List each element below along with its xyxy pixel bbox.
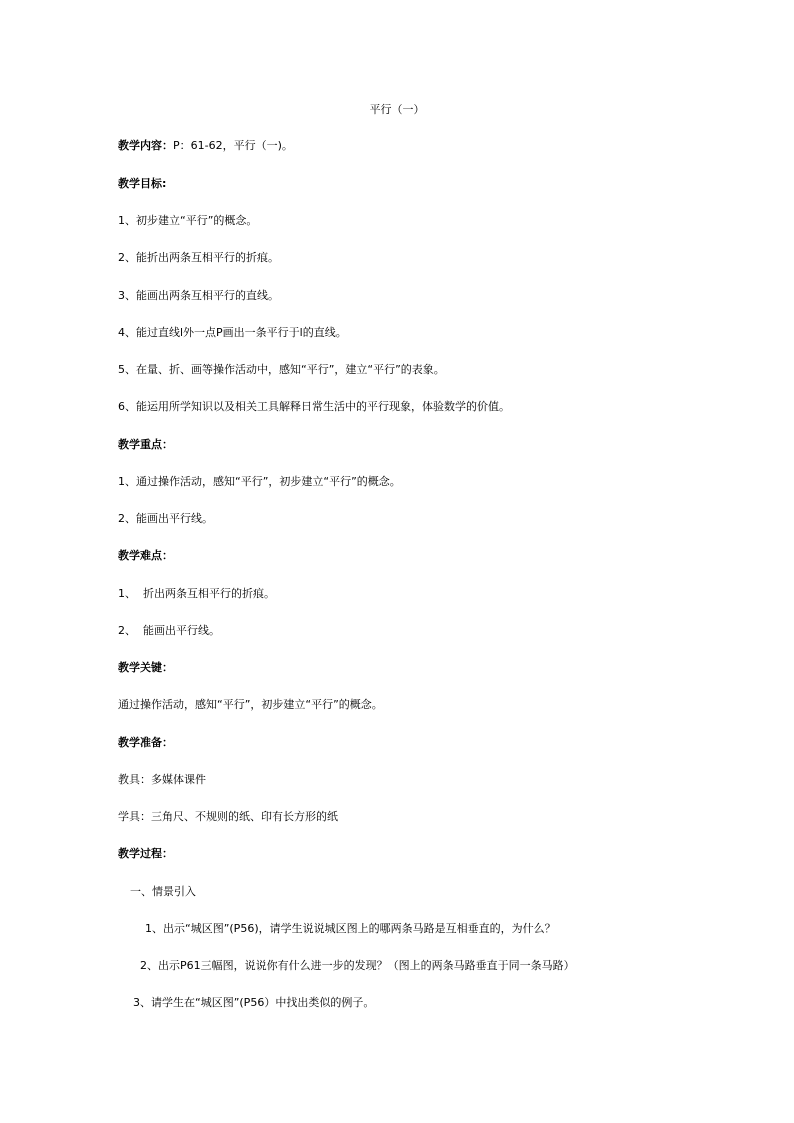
objective-item: 3、能画出两条互相平行的直线。	[118, 289, 279, 302]
difficulty-item: 2、 能画出平行线。	[118, 624, 220, 637]
objectives-heading: 教学目标:	[118, 177, 167, 190]
key-point-item: 2、能画出平行线。	[118, 512, 213, 525]
process-step: 2、出示P61三幅图，说说你有什么进一步的发现？（图上的两条马路垂直于同一条马路）	[140, 959, 575, 972]
content-value: P：61-62，平行（一)。	[173, 139, 293, 152]
difficulties-heading: 教学难点：	[118, 549, 173, 562]
objective-item: 6、能运用所学知识以及相关工具解释日常生活中的平行现象，体验数学的价值。	[118, 400, 510, 413]
content-line	[118, 138, 293, 154]
process-step: 3、请学生在“城区图”(P56）中找出类似的例子。	[133, 996, 375, 1009]
objective-item: 4、能过直线l外一点P画出一条平行于l的直线。	[118, 326, 347, 339]
key-point-item: 1、通过操作活动，感知“平行”，初步建立“平行”的概念。	[118, 475, 401, 488]
process-section-title: 一、情景引入	[130, 885, 196, 898]
objective-item: 5、在量、折、画等操作活动中，感知“平行”，建立“平行”的表象。	[118, 363, 445, 376]
objective-item: 1、初步建立“平行”的概念。	[118, 214, 258, 227]
content-label: 教学内容：	[118, 139, 173, 152]
process-heading: 教学过程：	[118, 847, 173, 860]
preparation-item: 教具：多媒体课件	[118, 773, 206, 786]
preparation-item: 学具：三角尺、不规则的纸、印有长方形的纸	[118, 810, 338, 823]
key-heading: 教学关键：	[118, 661, 173, 674]
key-text: 通过操作活动，感知“平行”，初步建立“平行”的概念。	[118, 698, 383, 711]
difficulty-item: 1、 折出两条互相平行的折痕。	[118, 587, 275, 600]
process-step: 1、出示“城区图”(P56)，请学生说说城区图上的哪两条马路是互相垂直的，为什么？	[145, 922, 556, 935]
key-points-heading: 教学重点：	[118, 438, 173, 451]
preparation-heading: 教学准备：	[118, 736, 173, 749]
page-title: 平行（一）	[369, 103, 425, 116]
objective-item: 2、能折出两条互相平行的折痕。	[118, 251, 279, 264]
